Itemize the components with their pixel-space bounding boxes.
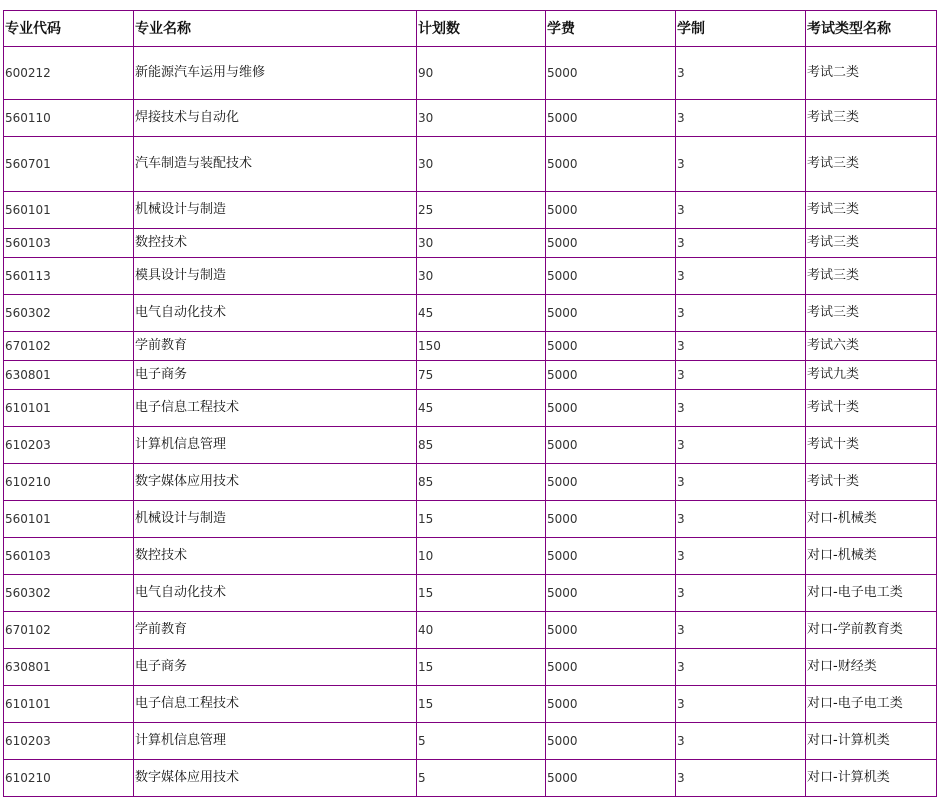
cell-major-name: 机械设计与制造 bbox=[134, 501, 417, 538]
cell-major-code: 560103 bbox=[4, 229, 134, 258]
cell-plan-count: 25 bbox=[417, 192, 546, 229]
cell-duration: 3 bbox=[676, 686, 806, 723]
cell-duration: 3 bbox=[676, 361, 806, 390]
cell-duration: 3 bbox=[676, 501, 806, 538]
header-tuition: 学费 bbox=[546, 11, 676, 47]
cell-exam-type: 考试三类 bbox=[806, 100, 937, 137]
table-row bbox=[4, 538, 937, 575]
cell-tuition: 5000 bbox=[546, 47, 676, 100]
cell-duration: 3 bbox=[676, 295, 806, 332]
cell-duration: 3 bbox=[676, 229, 806, 258]
cell-major-code: 610210 bbox=[4, 464, 134, 501]
cell-major-code: 600212 bbox=[4, 47, 134, 100]
table-row bbox=[4, 686, 937, 723]
cell-plan-count: 30 bbox=[417, 137, 546, 192]
header-major-name: 专业名称 bbox=[134, 11, 417, 47]
cell-plan-count: 85 bbox=[417, 464, 546, 501]
cell-plan-count: 10 bbox=[417, 538, 546, 575]
cell-major-code: 560101 bbox=[4, 192, 134, 229]
cell-exam-type: 考试十类 bbox=[806, 427, 937, 464]
cell-tuition: 5000 bbox=[546, 100, 676, 137]
table-row bbox=[4, 229, 937, 258]
table-row bbox=[4, 575, 937, 612]
cell-major-name: 模具设计与制造 bbox=[134, 258, 417, 295]
table-row bbox=[4, 332, 937, 361]
cell-major-code: 560101 bbox=[4, 501, 134, 538]
table-row bbox=[4, 390, 937, 427]
cell-tuition: 5000 bbox=[546, 686, 676, 723]
cell-plan-count: 150 bbox=[417, 332, 546, 361]
table-row bbox=[4, 361, 937, 390]
cell-major-code: 670102 bbox=[4, 612, 134, 649]
cell-plan-count: 40 bbox=[417, 612, 546, 649]
cell-plan-count: 85 bbox=[417, 427, 546, 464]
table-row bbox=[4, 760, 937, 797]
table-row bbox=[4, 100, 937, 137]
cell-tuition: 5000 bbox=[546, 723, 676, 760]
cell-plan-count: 15 bbox=[417, 501, 546, 538]
cell-plan-count: 45 bbox=[417, 295, 546, 332]
cell-duration: 3 bbox=[676, 47, 806, 100]
cell-major-code: 560110 bbox=[4, 100, 134, 137]
cell-major-name: 电气自动化技术 bbox=[134, 575, 417, 612]
table-row bbox=[4, 612, 937, 649]
cell-plan-count: 30 bbox=[417, 100, 546, 137]
cell-exam-type: 考试十类 bbox=[806, 464, 937, 501]
cell-tuition: 5000 bbox=[546, 137, 676, 192]
cell-major-name: 机械设计与制造 bbox=[134, 192, 417, 229]
cell-major-name: 电子商务 bbox=[134, 649, 417, 686]
cell-major-code: 630801 bbox=[4, 361, 134, 390]
cell-duration: 3 bbox=[676, 538, 806, 575]
cell-tuition: 5000 bbox=[546, 427, 676, 464]
cell-major-name: 电子商务 bbox=[134, 361, 417, 390]
cell-duration: 3 bbox=[676, 464, 806, 501]
cell-major-name: 计算机信息管理 bbox=[134, 723, 417, 760]
cell-tuition: 5000 bbox=[546, 760, 676, 797]
cell-exam-type: 对口-学前教育类 bbox=[806, 612, 937, 649]
cell-major-code: 610101 bbox=[4, 686, 134, 723]
cell-exam-type: 对口-财经类 bbox=[806, 649, 937, 686]
table-body bbox=[4, 47, 937, 797]
cell-duration: 3 bbox=[676, 723, 806, 760]
cell-major-name: 电子信息工程技术 bbox=[134, 390, 417, 427]
cell-tuition: 5000 bbox=[546, 501, 676, 538]
cell-major-name: 学前教育 bbox=[134, 612, 417, 649]
table-row bbox=[4, 258, 937, 295]
cell-exam-type: 对口-计算机类 bbox=[806, 760, 937, 797]
cell-major-name: 数字媒体应用技术 bbox=[134, 464, 417, 501]
cell-duration: 3 bbox=[676, 137, 806, 192]
cell-duration: 3 bbox=[676, 760, 806, 797]
cell-tuition: 5000 bbox=[546, 361, 676, 390]
header-major-code: 专业代码 bbox=[4, 11, 134, 47]
cell-tuition: 5000 bbox=[546, 612, 676, 649]
cell-duration: 3 bbox=[676, 612, 806, 649]
header-row bbox=[4, 11, 937, 47]
cell-duration: 3 bbox=[676, 100, 806, 137]
cell-plan-count: 15 bbox=[417, 649, 546, 686]
table-row bbox=[4, 649, 937, 686]
cell-duration: 3 bbox=[676, 390, 806, 427]
cell-major-name: 数控技术 bbox=[134, 538, 417, 575]
cell-major-code: 610101 bbox=[4, 390, 134, 427]
cell-exam-type: 考试二类 bbox=[806, 47, 937, 100]
cell-major-code: 610203 bbox=[4, 723, 134, 760]
cell-major-code: 560302 bbox=[4, 295, 134, 332]
table-row bbox=[4, 501, 937, 538]
table-row bbox=[4, 137, 937, 192]
cell-exam-type: 对口-电子电工类 bbox=[806, 575, 937, 612]
cell-major-name: 新能源汽车运用与维修 bbox=[134, 47, 417, 100]
cell-major-code: 610203 bbox=[4, 427, 134, 464]
table-row bbox=[4, 47, 937, 100]
cell-exam-type: 考试三类 bbox=[806, 137, 937, 192]
majors-table bbox=[3, 10, 937, 797]
cell-plan-count: 45 bbox=[417, 390, 546, 427]
cell-major-name: 电子信息工程技术 bbox=[134, 686, 417, 723]
cell-plan-count: 5 bbox=[417, 723, 546, 760]
cell-tuition: 5000 bbox=[546, 258, 676, 295]
table-row bbox=[4, 192, 937, 229]
cell-major-name: 汽车制造与装配技术 bbox=[134, 137, 417, 192]
cell-plan-count: 30 bbox=[417, 229, 546, 258]
cell-exam-type: 考试十类 bbox=[806, 390, 937, 427]
cell-major-name: 焊接技术与自动化 bbox=[134, 100, 417, 137]
table-row bbox=[4, 723, 937, 760]
cell-major-code: 560701 bbox=[4, 137, 134, 192]
cell-plan-count: 15 bbox=[417, 686, 546, 723]
cell-exam-type: 考试六类 bbox=[806, 332, 937, 361]
cell-major-name: 学前教育 bbox=[134, 332, 417, 361]
cell-duration: 3 bbox=[676, 258, 806, 295]
cell-exam-type: 考试三类 bbox=[806, 258, 937, 295]
cell-plan-count: 75 bbox=[417, 361, 546, 390]
cell-major-code: 560302 bbox=[4, 575, 134, 612]
cell-exam-type: 考试九类 bbox=[806, 361, 937, 390]
cell-exam-type: 考试三类 bbox=[806, 295, 937, 332]
cell-major-name: 数字媒体应用技术 bbox=[134, 760, 417, 797]
cell-duration: 3 bbox=[676, 192, 806, 229]
cell-plan-count: 5 bbox=[417, 760, 546, 797]
cell-exam-type: 对口-电子电工类 bbox=[806, 686, 937, 723]
table-row bbox=[4, 464, 937, 501]
cell-plan-count: 90 bbox=[417, 47, 546, 100]
cell-tuition: 5000 bbox=[546, 229, 676, 258]
cell-exam-type: 对口-机械类 bbox=[806, 501, 937, 538]
cell-major-code: 630801 bbox=[4, 649, 134, 686]
header-exam-type: 考试类型名称 bbox=[806, 11, 937, 47]
cell-major-code: 560113 bbox=[4, 258, 134, 295]
cell-duration: 3 bbox=[676, 332, 806, 361]
cell-major-code: 670102 bbox=[4, 332, 134, 361]
table-row bbox=[4, 295, 937, 332]
cell-exam-type: 考试三类 bbox=[806, 229, 937, 258]
cell-tuition: 5000 bbox=[546, 538, 676, 575]
cell-major-code: 610210 bbox=[4, 760, 134, 797]
cell-tuition: 5000 bbox=[546, 295, 676, 332]
header-plan-count: 计划数 bbox=[417, 11, 546, 47]
cell-exam-type: 考试三类 bbox=[806, 192, 937, 229]
cell-duration: 3 bbox=[676, 427, 806, 464]
cell-exam-type: 对口-计算机类 bbox=[806, 723, 937, 760]
cell-duration: 3 bbox=[676, 649, 806, 686]
cell-major-code: 560103 bbox=[4, 538, 134, 575]
table-row bbox=[4, 427, 937, 464]
cell-major-name: 数控技术 bbox=[134, 229, 417, 258]
cell-tuition: 5000 bbox=[546, 192, 676, 229]
cell-plan-count: 15 bbox=[417, 575, 546, 612]
cell-tuition: 5000 bbox=[546, 575, 676, 612]
cell-tuition: 5000 bbox=[546, 649, 676, 686]
cell-duration: 3 bbox=[676, 575, 806, 612]
cell-tuition: 5000 bbox=[546, 464, 676, 501]
cell-plan-count: 30 bbox=[417, 258, 546, 295]
cell-tuition: 5000 bbox=[546, 332, 676, 361]
cell-major-name: 计算机信息管理 bbox=[134, 427, 417, 464]
header-duration: 学制 bbox=[676, 11, 806, 47]
cell-major-name: 电气自动化技术 bbox=[134, 295, 417, 332]
cell-exam-type: 对口-机械类 bbox=[806, 538, 937, 575]
cell-tuition: 5000 bbox=[546, 390, 676, 427]
